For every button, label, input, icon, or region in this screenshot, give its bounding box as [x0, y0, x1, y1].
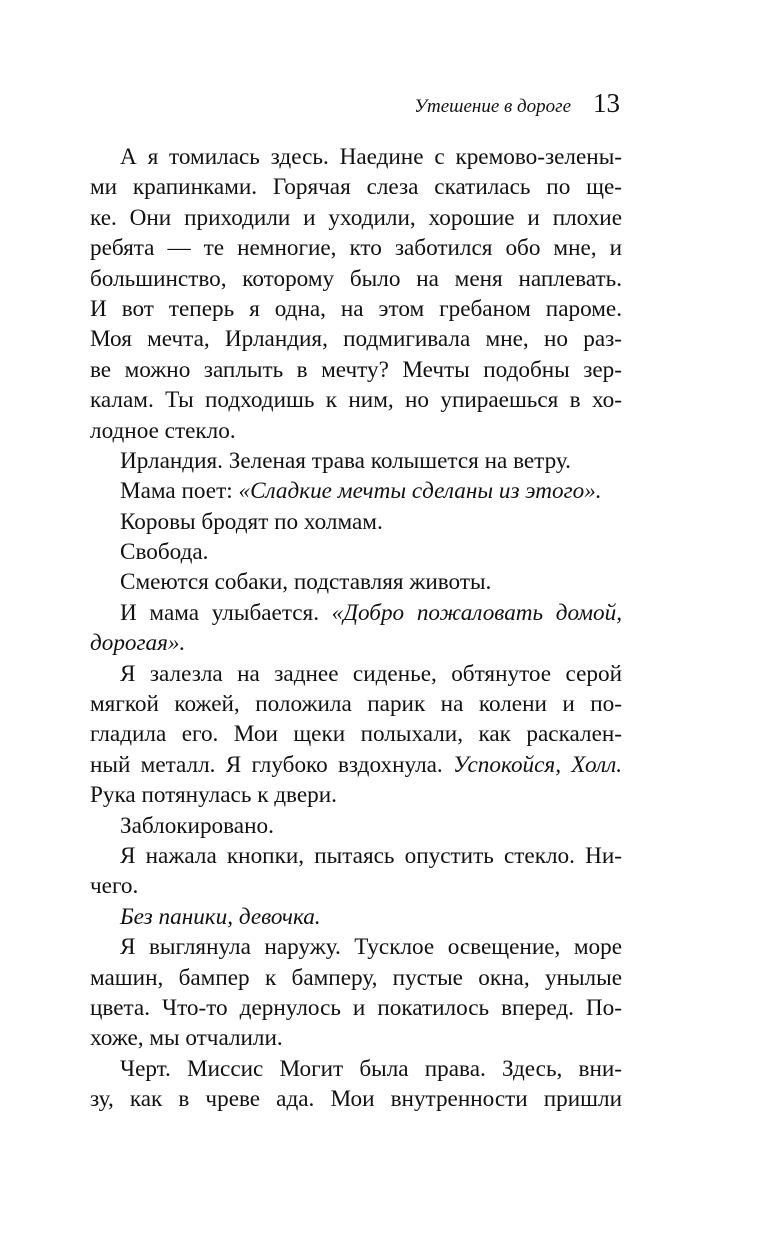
text-line — [90, 1023, 622, 1053]
italic-run: «Добро пожаловать домой, — [331, 599, 622, 626]
text-run: Рука потянулась к двери. — [90, 782, 337, 809]
text-line — [90, 324, 622, 354]
text-line — [90, 780, 622, 810]
text-run: ке. Они приходили и уходили, хорошие и плохие — [90, 204, 622, 231]
text-line — [90, 385, 622, 415]
text-run: хоже, мы отчалили. — [90, 1025, 283, 1052]
text-line — [90, 963, 622, 993]
text-line — [90, 264, 622, 294]
text-line — [90, 659, 622, 689]
text-run: Смеются собаки, подставляя животы. — [120, 569, 492, 596]
text-line — [90, 1084, 622, 1114]
text-run: Я нажала кнопки, пытаясь опустить стекло. Ни- — [120, 842, 622, 869]
text-line — [90, 871, 622, 901]
text-run: Свобода. — [120, 539, 209, 566]
text-run: ве можно заплыть в мечту? Мечты подобны зер- — [90, 356, 622, 383]
text-line — [90, 355, 622, 385]
text-line — [90, 416, 622, 446]
text-line — [90, 294, 622, 324]
text-run: Мама поет: — [120, 478, 239, 505]
text-run: ми крапинками. Горячая слеза скатилась по ще- — [90, 174, 622, 201]
text-line — [90, 507, 622, 537]
text-run: большинство, которому было на меня наплевать. — [90, 265, 622, 292]
text-run: зу, как в чреве ада. Мои внутренности пришли — [90, 1086, 622, 1113]
text-line — [90, 476, 622, 506]
text-run: ребята — те немногие, кто заботился обо мне, и — [90, 235, 622, 262]
text-run: Я выглянула наружу. Тусклое освещение, море — [120, 934, 622, 961]
text-run: мягкой кожей, положила парик на колени и по- — [90, 691, 622, 718]
text-line — [90, 841, 622, 871]
text-run: И вот теперь я одна, на этом гребаном пароме. — [90, 295, 622, 322]
text-run: калам. Ты подходишь к ним, но упираешься в хо- — [90, 387, 622, 414]
page-number: 13 — [593, 88, 620, 118]
text-line — [90, 932, 622, 962]
text-line — [90, 233, 622, 263]
italic-run: дорогая». — [90, 630, 186, 657]
text-line — [90, 750, 622, 780]
text-line — [90, 902, 622, 932]
running-head-title: Утешение в дороге — [414, 96, 571, 117]
text-run: гладила его. Мои щеки полыхали, как раскален- — [90, 721, 622, 748]
italic-run: Успокойся, Холл. — [452, 751, 622, 778]
text-line — [90, 172, 622, 202]
text-line — [90, 719, 622, 749]
text-line — [90, 446, 622, 476]
body-text — [90, 142, 622, 1115]
text-run: Я залезла на заднее сиденье, обтянутое серой — [120, 660, 622, 687]
text-line — [90, 203, 622, 233]
running-head — [414, 88, 620, 122]
text-run: машин, бампер к бамперу, пустые окна, унылые — [90, 964, 622, 991]
text-line — [90, 811, 622, 841]
text-run: ный металл. Я глубоко вздохнула. — [90, 751, 453, 778]
text-line — [90, 598, 622, 628]
text-run: Заблокировано. — [120, 812, 274, 839]
text-run: Моя мечта, Ирландия, подмигивала мне, но раз- — [90, 326, 622, 353]
text-run: И мама улыбается. — [120, 599, 332, 626]
text-line — [90, 1054, 622, 1084]
text-run: цвета. Что-то дернулось и покатилось вперед. По- — [90, 994, 622, 1021]
text-line — [90, 142, 622, 172]
text-run: Черт. Миссис Могит была права. Здесь, вни- — [120, 1055, 622, 1082]
text-run: чего. — [90, 873, 139, 900]
text-line — [90, 689, 622, 719]
text-run: Коровы бродят по холмам. — [120, 508, 383, 535]
text-line — [90, 628, 622, 658]
text-run: лодное стекло. — [90, 417, 236, 444]
text-run: Ирландия. Зеленая трава колышется на ветру. — [120, 447, 571, 474]
text-line — [90, 567, 622, 597]
text-line — [90, 993, 622, 1023]
italic-run: «Сладкие мечты сделаны из этого». — [238, 478, 602, 505]
text-line — [90, 537, 622, 567]
text-run: А я томилась здесь. Наедине с кремово-зелены- — [120, 144, 622, 170]
italic-run: Без паники, девочка. — [120, 903, 321, 930]
